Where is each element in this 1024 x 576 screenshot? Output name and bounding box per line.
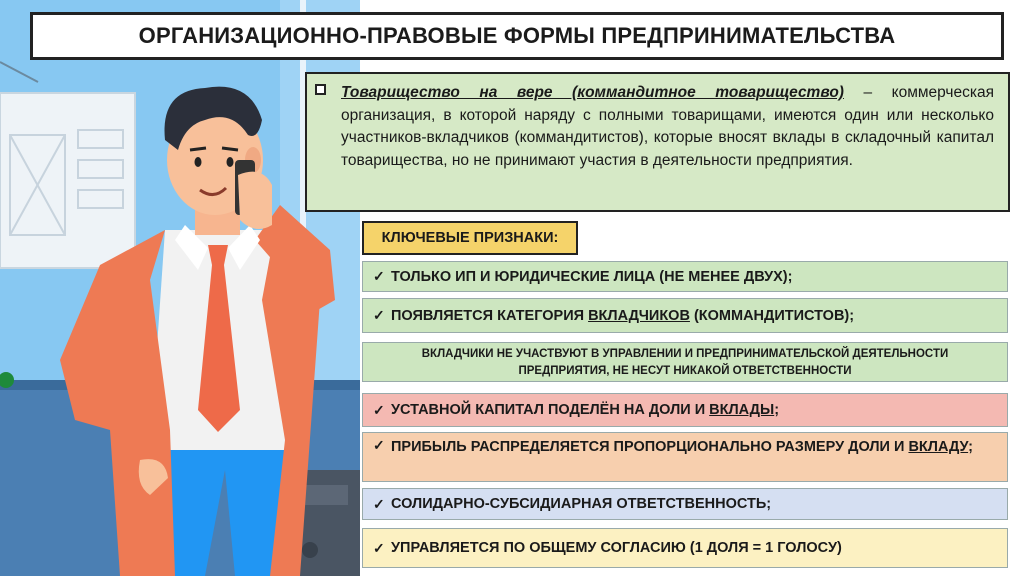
feature-text-part: ; — [774, 402, 780, 418]
feature-text — [391, 402, 997, 418]
note-line-2: ПРЕДПРИЯТИЯ, НЕ НЕСУТ НИКАКОЙ ОТВЕТСТВЕННОСТИ — [518, 365, 852, 377]
checkmark-icon: ✓ — [373, 307, 385, 323]
feature-text-part: ; — [968, 439, 973, 455]
checkmark-icon: ✓ — [373, 539, 385, 556]
feature-text — [391, 308, 997, 324]
checkmark-icon: ✓ — [373, 495, 385, 512]
checkmark-icon: ✓ — [373, 401, 385, 418]
feature-item-liability — [362, 488, 1008, 520]
feature-item-management — [362, 528, 1008, 568]
square-bullet-icon — [315, 84, 326, 95]
definition-text — [341, 82, 994, 172]
feature-text: СОЛИДАРНО-СУБСИДИАРНАЯ ОТВЕТСТВЕННОСТЬ; — [391, 496, 772, 512]
page-title-box — [30, 12, 1004, 60]
feature-text-part: (КОММАНДИТИСТОВ); — [689, 307, 855, 324]
feature-text-underlined: ВКЛАДЫ — [709, 402, 775, 418]
investors-note — [362, 342, 1008, 382]
feature-text-part: ПРИБЫЛЬ РАСПРЕДЕЛЯЕТСЯ ПРОПОРЦИОНАЛЬНО РАЗМЕРУ ДОЛИ И — [391, 439, 909, 455]
feature-text-underlined: ВКЛАДЧИКОВ — [588, 307, 690, 324]
feature-item-capital — [362, 393, 1008, 427]
page-title: ОРГАНИЗАЦИОННО-ПРАВОВЫЕ ФОРМЫ ПРЕДПРИНИМАТЕЛЬСТВА — [138, 23, 896, 48]
feature-item-profit — [362, 432, 1008, 482]
checkmark-icon: ✓ — [373, 437, 385, 453]
note-line-1: ВКЛАДЧИКИ НЕ УЧАСТВУЮТ В УПРАВЛЕНИИ И ПРЕДПРИНИМАТЕЛЬСКОЙ ДЕЯТЕЛЬНОСТИ — [421, 348, 949, 360]
feature-item-participants — [362, 261, 1008, 292]
definition-box — [305, 72, 1010, 212]
feature-text-part: ПОЯВЛЯЕТСЯ КАТЕГОРИЯ — [391, 307, 589, 324]
feature-text-part: УСТАВНОЙ КАПИТАЛ ПОДЕЛЁН НА ДОЛИ И — [391, 402, 710, 418]
definition-body: – коммерческая организация, в которой наряду с полными товарищами, имеются один или несколько участников-вкладчиков (коммандитистов), которые вносят вклады в складочный капитал товарищества, но не принимают участия в деятельности предприятия. — [341, 84, 994, 169]
key-features-label: КЛЮЧЕВЫЕ ПРИЗНАКИ: — [362, 221, 578, 255]
checkmark-icon: ✓ — [373, 268, 385, 284]
definition-term: Товарищество на вере (коммандитное товарищество) — [341, 84, 844, 101]
feature-text-underlined: ВКЛАДУ — [908, 439, 969, 455]
feature-text: УПРАВЛЯЕТСЯ ПО ОБЩЕМУ СОГЛАСИЮ (1 ДОЛЯ = 1 ГОЛОСУ) — [391, 540, 842, 556]
feature-item-investors — [362, 298, 1008, 333]
feature-text: ТОЛЬКО ИП И ЮРИДИЧЕСКИЕ ЛИЦА (НЕ МЕНЕЕ ДВУХ); — [391, 268, 793, 285]
feature-text — [391, 437, 997, 458]
